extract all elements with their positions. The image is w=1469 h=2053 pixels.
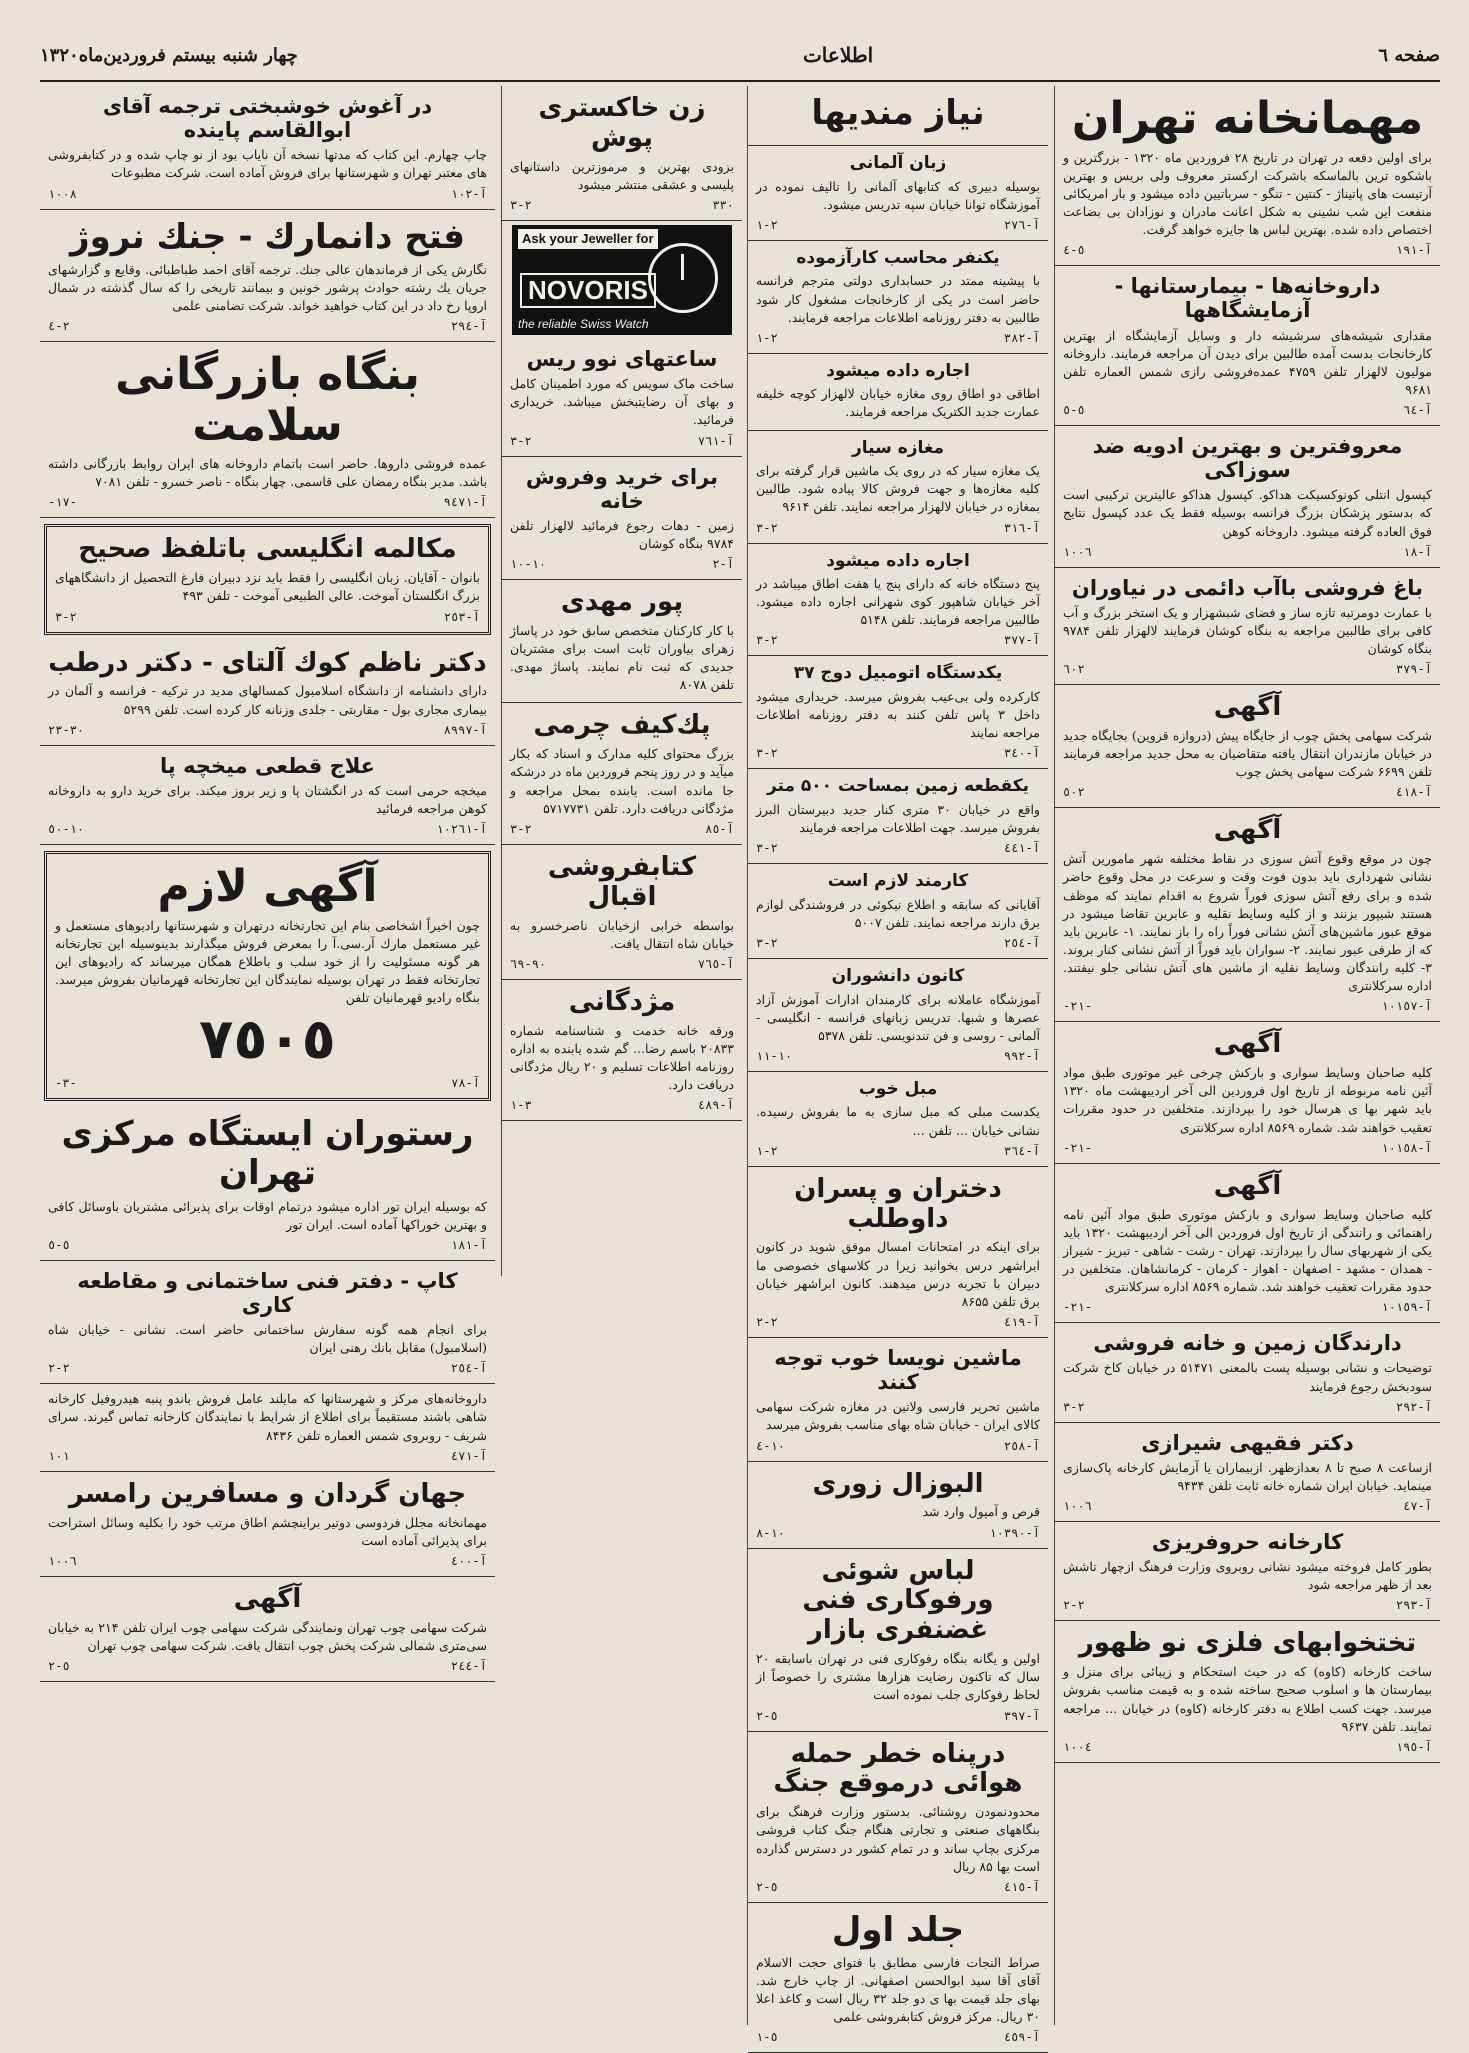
ad-body: چون اخیراً اشخاصی بنام این تجارتخانه درتهران و شهرستانها رادیوهای مستعمل و غیر مستعمل مارك آر.سی.آ را بمعرض فروش میگذارند بدینوسیله این تجارتخانه هر گونه مسئولیت را از خود سلب و باطلاع همگان میرساند که رادیوهای این تجارتخانه فقط در تهران بوسیله نمایندگان این تجارتخانه قهرمانیان بفروش میرسد. بنگاه رادیو قهرمانیان تلفن — [55, 917, 480, 1006]
ad-code-line — [756, 331, 1040, 345]
ad-headline: مبل خوب — [858, 1078, 938, 1099]
ad-headline: مغازه سیار — [851, 437, 945, 458]
ad-headline: تختخوابهای فلزی نو ظهور — [1078, 1628, 1417, 1659]
classified-ad — [1055, 1621, 1440, 1762]
ad-body: ساخت ماک سویس که مورد اطمینان کامل و بهای آن رضایتبخش میباشد. خریداری فرمائید. — [510, 376, 734, 428]
ad-headline: معروفترین و بهترین ادویه ضد سوزاکی — [1092, 434, 1403, 483]
ad-body: محدودنمودن روشنائی. بدستور وزارت فرهنگ برای بنگاههای صنعتی و تجارتی هنگام جنگ کتاب فروشی مرکزی بچاپ ساند و در تمام کشور در دسترس گذارده است بها ۸۵ ریال — [756, 1804, 1040, 1874]
ad-code-line — [1063, 403, 1432, 417]
ad-code: ٢-٣ — [756, 935, 778, 950]
ad-code: ٢-٣ — [1063, 1399, 1085, 1414]
ad-code-line — [756, 1315, 1040, 1329]
ad-headline: درپناه خطر حمله هوائی درموقع جنگ — [773, 1738, 1023, 1799]
ad-body: بطور کامل فروخته میشود نشانی روبروی وزارت فرهنگ ازچهار تاشش بعد از ظهر مراجعه شود — [1063, 1559, 1432, 1593]
ad-code-line — [48, 187, 487, 201]
ad-body: آقایانی که سابقه و اطلاع نیکوئی در فروشندگی لوازم برق دارند مراجعه نمایند. تلفن ۵۰۰۷ — [756, 896, 1040, 930]
ad-code: آ-٢٤٤ — [450, 1658, 487, 1673]
ad-body: کارکرده ولی بی‌عیب بفروش میرسد. خریداری میشود داخل ۳ پاس تلفن کنند به دفتر روزنامه اطلاعات مراجعه نمایند — [756, 689, 1040, 741]
classified-ad — [502, 86, 742, 221]
classified-ad — [1055, 1423, 1440, 1522]
ad-headline: دختران و پسران داوطلب — [794, 1173, 1002, 1234]
classified-ad — [1055, 426, 1440, 568]
column-1 — [1054, 86, 1440, 2025]
ad-code: ٢-١ — [756, 217, 778, 232]
ad-code: آ-٤١٩ — [1003, 1314, 1040, 1329]
ad-headline: آگهی — [1213, 1029, 1282, 1060]
ad-headline: کانون دانشوران — [831, 965, 965, 986]
classified-ad — [748, 959, 1048, 1072]
classified-ad — [748, 86, 1048, 146]
classified-ad — [748, 354, 1048, 431]
ad-code-line — [510, 434, 734, 448]
ad-code: ٢-٣ — [55, 609, 77, 624]
classified-ad — [1055, 568, 1440, 686]
ad-headline: یکدستگاه اتومبیل دوج ۳۷ — [793, 663, 1003, 684]
ad-code-line — [756, 746, 1040, 760]
ad-code: آ-٤٨٩ — [697, 1098, 734, 1113]
ad-headline: کتابفروشی اقبال — [547, 851, 697, 912]
ad-body: بواسطه خرابی ازخیابان ناصرخسرو به خیابان شاه انتقال یافت. — [510, 917, 734, 951]
ad-code: آ-٧٨ — [451, 1076, 480, 1091]
classified-ad — [748, 1462, 1048, 1549]
ad-body: برای اینکه در امتحانات امسال موفق شوید در کانون ابراشهر درس بخوانید زیرا در کلاسهای خصوصی ما دبیران با تجربه درس میدهند. کانون ابراشهر خیابان برق تلفن ۸۶۵۵ — [756, 1239, 1040, 1309]
ad-code: ٥-٥ — [1063, 403, 1085, 417]
page-number: صفحه ٦ — [1378, 44, 1440, 66]
ad-code-line — [1063, 999, 1432, 1013]
ad-code: ١٠٠٦ — [1063, 544, 1092, 559]
ad-headline: برای خرید وفروش خانه — [525, 464, 719, 513]
ad-code: ١٠-١١ — [756, 1048, 793, 1063]
ad-phone-number: ٧٥٠٥ — [199, 1007, 336, 1073]
ad-body: بزودی بهترین و مرموزترین داستانهای پلیسی و عشقی منتشر میشود — [510, 158, 734, 192]
ad-code: آ-٤٧١ — [450, 1448, 487, 1463]
ad-body: صراط النجات فارسی مطابق با فتوای حجت الاسلام آقای آقا سید ابوالحسن اصفهانی. از چاپ خارج شد. بهای جلد قیمت بها ی دو جلد ۳۲ ریال است و کاغذ اعلا ۳۰ ریال. مرکز فروش کتابفروشی علمی — [756, 1954, 1040, 2025]
ad-headline: فتح دانمارك - جنك نروژ — [70, 216, 465, 257]
classified-ad — [748, 1732, 1048, 1903]
ad-headline: علاج قطعی میخچه پا — [159, 753, 375, 778]
column-3 — [501, 86, 742, 1276]
ad-code-line — [55, 1076, 480, 1090]
ad-code: ١٠-١٠ — [510, 557, 547, 572]
ad-headline: زن خاکستری پوش — [538, 93, 706, 153]
ad-code-line — [510, 957, 734, 971]
classified-ad — [748, 656, 1048, 769]
ad-code: -٢١- — [1063, 1300, 1092, 1315]
ad-body: چون در موقع وقوع آتش سوزی در نقاط مختلفه شهر مامورین آتش نشانی شهرداری باید بدون فوت وقت و سرعت در محل وقوع حاضر شده و برای رفع آتش سوزی فوراً شروع به اقدام نمایند که موظف هستند شیپور بزنند و از کلیه وسایط نقلیه و عابرین تقاضا میشود در موقع عبور ماشین‌های آتش نشانی فوراً راه را باز نمایند. ۱- عابرین باید که از طرفی عبور نمایند. ۲- سواران باید فوراً از آتش نشانی کنار بروند. ۳- کلیه رانندگان وسایط نقلیه از ماشین های آتش نشانی جلو نیفتند. اداره سرکلانتری — [1063, 851, 1432, 994]
ad-headline: آگهی — [1213, 692, 1282, 723]
ad-body: ورقه خانه خدمت و شناسنامه شماره ۲۰۸۳۳ باسم رضا... گم شده یابنده به اداره روزنامه اطلاعات تسلیم و ۲۰ ریال مژدگانی دریافت دارد. — [510, 1022, 735, 1093]
ad-headline: دکتر فقیهی شیرازی — [1141, 1430, 1354, 1455]
ad-code: ٩٠-٦٩ — [510, 956, 547, 971]
watch-dial-icon — [648, 243, 718, 313]
ad-body: زمین - دهات رجوع فرمائید لالهزار تلفن ۹۷۸۴ بنگاه کوشان — [510, 517, 734, 551]
ad-body: با کار کارکنان متخصص سابق خود در پاساژ زهرای بیاوران ثابت است برای مشتریان جدیدی که ثبت نام نمایند. پاساژ مهدی. تلفن ۸۰۷۸ — [510, 622, 734, 693]
ad-headline: دارندگان زمین و خانه فروشی — [1093, 1331, 1402, 1356]
ad-code-line — [756, 1880, 1040, 1894]
ad-code: ١٠-٤ — [756, 1438, 785, 1453]
ad-headline: ساعتهای نوو ریس — [526, 347, 718, 372]
ad-body: مهمانخانه مجلل فردوسی دوتیر براینچشم اطاق مرتب خود را بکلیه وسائل استراحت برای پذیرائی آماده است — [48, 1514, 487, 1548]
ad-code-line — [55, 610, 480, 624]
ad-body: برای انجام همه گونه سفارش ساختمانی حاضر است. نشانی - خیابان شاه (اسلامبول) مقابل بانك رهنی ایران — [48, 1322, 487, 1356]
ad-body: بانوان - آقایان. زبان انگلیسی را فقط باید نزد دبیران فارغ التحصیل از دانشگاههای بزرگ انگلستان آموخت. عالی الطبیعی آموخت - تلفن ۴۹۳ — [55, 570, 480, 604]
ad-code: آ-٢٥٣ — [443, 609, 480, 624]
ad-body: مقداری شیشه‌های سرشیشه دار و وسایل آزمایشگاه از بهترین کارخانجات بدست آمده طالبین برای دیدن آن مراجعه فرمایند. داروخانه مولیون لالهزار تلفن ۴۷۵۹ عمده‌فروشی رازی شمس العماره تلفن ۹۶۸۱ — [1063, 327, 1432, 397]
ad-code: ١٠١ — [48, 1448, 70, 1463]
ad-body: قرص و آمپول وارد شد — [922, 1504, 1040, 1520]
ad-code: ٥-٢ — [48, 1658, 70, 1673]
newspaper-page — [40, 30, 1440, 2045]
ad-code: -٢١- — [1063, 1140, 1092, 1155]
ad-code: آ-٨٥ — [705, 821, 734, 836]
ad-code-line — [1063, 1141, 1432, 1155]
ad-code-line — [1063, 1499, 1432, 1513]
ad-body: شرکت سهامی چوب تهران ونمایندگی شرکت سهامی چوب ایران تلفن ۲۱۴ به خیابان سی‌متری شمالی شرکت پخش چوب انتقال یافت. شرکت سهامی چوب تهران — [48, 1619, 487, 1653]
ad-body: ماشین تحریر فارسی ولاتین در مغازه شرکت سهامی کالای ایران - خیابان شاه بهای مناسب بفروش میرسد — [756, 1399, 1040, 1433]
ad-code-line — [756, 936, 1040, 950]
ad-code-line — [756, 1439, 1040, 1453]
classified-ad — [748, 146, 1048, 241]
ad-body: عمده فروشی داروها. حاضر است باتمام داروخانه های ایران روابط بازرگانی داشته باشد. مدیر بنگاه رمضان علی قاسمی. چهار بنگاه - ناصر خسرو - تلفن ۷۰۸۱ — [48, 456, 487, 490]
ad-body: که بوسیله ایران تور اداره میشود درتمام اوقات برای پذیرائی مشتریان باوسائل کافی و بهترین خوراکها آماده است. ایران تور — [48, 1198, 487, 1232]
ad-code: آ-١٠١٥٨ — [1381, 1140, 1432, 1155]
ad-body: برای اولین دفعه در تهران در تاریخ ۲۸ فروردین ماه ۱۳۲۰ - بزرگترین و باشکوه ترین بالماسکه باشرکت ارکستر معروف ولی بریس و بهترین آرتیست های پاتیناژ - کنتین - تنگو - سرباتیین داده میشود و بار امریکائی منفعت این شب نشینی به شکل اعانت مادران و نوزادان بی بضاعت اختصاص داده شده. بهترین لباس ها جایزه خواهد گرفت. — [1063, 149, 1432, 238]
ad-code: ٢-٣ — [756, 841, 778, 856]
classified-ad — [502, 457, 742, 581]
classified-ad — [748, 1549, 1048, 1732]
ad-code: آ-٤٥٩ — [1003, 2030, 1040, 2045]
classified-ad — [40, 1261, 495, 1385]
ad-body: بزرگ محتوای کلیه مدارک و اسناد که بکار میآید و در روز پنجم فروردین ماه در درشکه جا مانده است. یابنده بمحل مراجعه و مژدگانی دریافت دارد. تلفن ۵۷۱۷۷۳۱ — [510, 746, 734, 816]
ad-body: آموزشگاه عاملانه برای کارمندان ادارات آموزش آزاد عصرها و شبها. تدریس زبانهای فرانسه - انگلیسی - آلمانی - روسی و فن تندنویسی. تلفن ۵۳۷۸ — [756, 991, 1040, 1043]
classified-ad — [502, 980, 742, 1121]
ad-code: آ-٨٩٩٧ — [443, 722, 487, 737]
ad-headline: کارخانه حروفریزی — [1151, 1530, 1344, 1555]
ad-code-line — [756, 1709, 1040, 1723]
ad-code: آ-٣٦٤ — [1003, 1143, 1040, 1158]
classified-ad — [40, 342, 495, 518]
ad-headline: مهمانخانه تهران — [1071, 93, 1424, 144]
ad-body: با عمارت دومرتبه تازه ساز و فضای شبشهزار و یک استخر بزرگ و آب کافی برای طالبین مراجعه به بنگاه کوشان فرمایند لالهزار تلفن ۹۷۸۴ بنگاه کوشان — [1063, 604, 1432, 657]
classified-ad — [748, 431, 1048, 544]
classified-ad — [40, 746, 495, 845]
classified-ad — [1055, 685, 1440, 808]
classified-ad — [1055, 1022, 1440, 1163]
classified-ad — [748, 1903, 1048, 2053]
ad-code: آ-٣٩٧ — [1003, 1708, 1040, 1723]
ad-body: واقع در خیابان ۳۰ متری کنار جدید دبیرستان البرز بفروش میرسد. جهت اطلاعات مراجعه فرمایند — [756, 801, 1040, 836]
classified-ad — [40, 86, 495, 210]
ad-body: شرکت سهامی پخش چوب از جایگاه پیش (دروازه قزوین) بجایگاه جدید در خیابان مازندران انتقال یافته متقاضیان به محل جدید مراجعه فرمایند تلفن ۶۶۹۹ شرکت سهامی پخش چوب — [1063, 728, 1432, 780]
ad-headline: یکنفر محاسب کارآزموده — [796, 247, 1000, 268]
ad-code-line — [510, 198, 734, 212]
ad-code: آ-٣١٦ — [1003, 520, 1040, 535]
ad-code: آ-٣٨٢ — [1003, 330, 1040, 345]
ad-body: ازساعت ۸ صبح تا ۸ بعدازظهر. ازبیماران یا آزمایش کارخانه پاک‌سازی مینماید. خیابان ایران شماره خانه ثابت تلفن ۹۴۳۴ — [1063, 1459, 1432, 1493]
ad-headline: در آغوش خوشبختی ترجمه آقای ابوالقاسم پاینده — [102, 94, 433, 143]
classified-ad — [1055, 808, 1440, 1022]
ad-code: ٥-٢ — [756, 1879, 778, 1894]
ad-code: ٢-٣ — [756, 520, 778, 535]
ad-code-line — [510, 1098, 734, 1112]
ad-body: کلیه صاحبان وسایط سواری و بارکش موتوری طبق مواد آئین نامه راهنمائی و رانندگی از تاریخ اول فروردین الی آخر اردیبهشت ۱۳۲۰ باید یکی از شهربهای سال را بپردازند. تهران - رشت - شاهی - تبریز - شیراز - همدان - مشهد - اصفهان - اهواز - کرمان - کرمانشاهان. متخلفین در حدود مقررات تعقیب خواهند شد. شماره ۸۵۶۹ اداره سرکلانتری — [1063, 1206, 1432, 1295]
ad-code: ٢-٣ — [510, 821, 532, 836]
ad-code: ٢-٣ — [510, 433, 532, 448]
ad-code: -٣- — [55, 1076, 77, 1091]
classified-ad — [40, 1577, 495, 1682]
ad-code: آ-١٠٢٦١ — [436, 822, 487, 837]
ad-body: ساخت کارخانه (کاوه) که در حیث استحکام و زیبائی برای منزل و بیمارستان ها و اسلوب صحیح ساخته شده و به قیمت مناسب بفروش میرسد. جهت کسب اطلاع به دفتر کارخانه (کاوه) در خیابان ... مراجعه نمایند. تلفن ۹۶۳۷ — [1063, 1664, 1432, 1734]
ad-code: ٢-٢ — [1063, 1598, 1085, 1613]
ad-code-line — [48, 495, 487, 509]
ad-headline: لباس شوئی ورفوکاری فنی غضنفری بازار — [802, 1555, 994, 1646]
ad-code-line — [756, 633, 1040, 647]
classified-ad — [40, 210, 495, 342]
ad-body: میخچه حرمی است که در انگشتان پا و زیر بروز میکند. برای خرید دارو به داروخانه کوهن مراجعه فرمائید — [48, 782, 487, 816]
ad-code: ٣٠-٢٣ — [48, 722, 85, 737]
ad-code: آ-١٨١ — [450, 1237, 487, 1252]
ad-code: آ-٢٥٨ — [1003, 1438, 1040, 1453]
ad-headline: آگهی — [1213, 815, 1282, 846]
ad-headline: کاپ - دفتر فنی ساختمانی و مقاطعه کاری — [77, 1268, 458, 1317]
ad-code: آ-٦٤ — [1403, 403, 1432, 417]
classified-ad — [748, 1072, 1048, 1167]
ad-code-line — [48, 1238, 487, 1252]
ad-code: ٢-٤ — [48, 319, 70, 333]
classified-ad — [40, 641, 495, 746]
ad-code: ٢-١ — [756, 1143, 778, 1158]
watch-brand: NOVORIS — [520, 273, 656, 308]
ad-headline: زبان آلمانی — [849, 153, 947, 174]
ad-body: اطاقی دو اطاق روی مغازه خیابان لالهزار کوچه خلیفه عمارت جدید الکتریک مراجعه فرمایند. — [756, 386, 1040, 420]
ad-body: یک مغازه سیار که در روی یک ماشین قرار گرفته برای کلیه مغازه‌ها و جهت فروش کالا پیاده شود. طالبین بمغازه در خیابان لالهزار مراجعه نمایند. تلفن ۹۶۱۴ — [756, 463, 1040, 515]
ad-code: ٢-٢ — [48, 1361, 70, 1376]
masthead — [40, 30, 1440, 82]
ad-code: آ-٤٤١ — [1003, 841, 1040, 856]
ad-code: آ-٤٧ — [1403, 1499, 1432, 1514]
ad-code: آ-٢٥٤ — [1003, 935, 1040, 950]
ad-headline: داروخانه‌ها - بیمارستانها - آزمایشگاهها — [1114, 274, 1381, 323]
ad-code: آ-٤١٨ — [1395, 785, 1432, 800]
classified-ad — [502, 339, 742, 457]
ad-code: ٦٠٢ — [1063, 662, 1085, 677]
classified-ad — [748, 769, 1048, 864]
ad-headline: نیاز مندیها — [811, 93, 985, 133]
classified-ad — [44, 851, 491, 1101]
classified-ad — [748, 241, 1048, 354]
ad-code-line — [510, 557, 734, 571]
classified-ad — [40, 1384, 495, 1471]
classified-ad — [1055, 1164, 1440, 1324]
ad-headline: مکالمه انگلیسی باتلفظ صحیح — [78, 534, 457, 565]
ad-headline: اجاره داده میشود — [826, 550, 970, 571]
ad-code: ٥٠٢ — [1063, 785, 1085, 800]
ad-code-line — [1063, 1598, 1432, 1612]
ad-body: بوسیله دبیری که کتابهای آلمانی را تالیف نموده در آموزشگاه توانا خیابان سپه تدریس میشود. — [756, 178, 1040, 212]
ad-headline: کارمند لازم است — [827, 871, 969, 892]
ad-code-line — [48, 319, 487, 333]
column-2 — [747, 86, 1048, 2045]
ad-body: دارای دانشنامه از دانشگاه اسلامبول کمسالهای مدید در ترکیه - فرانسه و آلمان در بیماری مجاری بول - مقاربتی - جلدی وزنانه کار کرده است. تلفن ۵۲۹۹ — [48, 683, 487, 717]
ad-code-line — [48, 1361, 487, 1375]
classified-ad — [40, 1107, 495, 1260]
ad-code: ٢-٣ — [756, 633, 778, 648]
ad-code-line — [48, 822, 487, 836]
ad-code: -١٧- — [48, 495, 77, 510]
ad-code: ٢-٣ — [510, 198, 532, 213]
ad-code: آ-٩٩٢ — [1003, 1048, 1040, 1063]
ad-code: آ-٤٠٠ — [450, 1553, 487, 1568]
ad-body: یکدست مبلی که مبل سازی به‌ ما بفروش رسیده. نشانی خیابان ... تلفن ... — [756, 1104, 1040, 1138]
classified-ad — [502, 845, 742, 980]
ad-code-line — [48, 1554, 487, 1568]
ad-code: ٢-٣ — [756, 746, 778, 761]
classified-ad — [748, 544, 1048, 657]
ad-code: آ-٣٧٧ — [1003, 633, 1040, 648]
ad-body: نگارش یکی از فرماندهان عالی جنك. ترجمه آقای احمد طباطبائی. وقایع و گزارشهای جریان یك رشته حوادث پرشور خونین و بیمانند تاریخی را که سال گذشته در شمال اروپا رخ داد در این کتاب خواهید خواند. شرکت تضامنی علمی — [48, 261, 487, 313]
ad-code-line — [756, 1049, 1040, 1063]
ad-code: آ-٢ — [712, 557, 734, 572]
ad-code: آ-٢٩٢ — [1395, 1399, 1432, 1414]
ad-code-line — [1063, 1300, 1432, 1314]
ad-code-line — [48, 1659, 487, 1673]
ad-code: آ-٩٤٧١ — [443, 495, 487, 510]
ad-headline: پك‌كیف چرمی — [533, 710, 711, 741]
paper-name: اطلاعات — [802, 43, 874, 67]
classified-ad — [748, 1167, 1048, 1338]
classified-ad — [40, 1472, 495, 1577]
ad-body: اولین و یگانه بنگاه رفوکاری فنی در تهران باسابقه ۲۰ سال که تاکنون رضایت هزارها مشتری را خصوصاً از لحاظ رفوکاری جلب نموده است — [756, 1651, 1040, 1703]
ad-body: کلیه صاحبان وسایط سواری و بارکش چرخی غیر موتوری طبق مواد آئین نامه مربوطه از تاریخ اول فروردین الی آخر اردیبهشت ماه ۱۳۲۰ باید شهر بها ی هرسال خود را بپردازند. متخلفین در حدود مقررات تعقیب خواهند شد. شماره ۸۵۶۹ اداره سرکلانتری — [1063, 1065, 1432, 1135]
classified-ad — [1055, 1323, 1440, 1422]
classified-ad — [44, 524, 491, 634]
ad-code: آ-٣٤٠ — [1003, 746, 1040, 761]
ad-code-line — [756, 841, 1040, 855]
classified-ad — [502, 703, 742, 844]
ad-headline: البوزال زوری — [812, 1468, 984, 1499]
ad-headline: اجاره داده میشود — [826, 360, 970, 381]
ad-headline: رستوران ایستگاه مرکزی تهران — [61, 1114, 474, 1194]
ad-code: ٣-١ — [510, 1098, 532, 1113]
ad-code-line — [756, 2030, 1040, 2044]
ad-headline: آگهی لازم — [157, 861, 378, 913]
ad-code-line — [510, 822, 734, 836]
ad-code: آ-٧٦١ — [697, 433, 734, 448]
ad-body: پنج دستگاه خانه که دارای پنج یا هفت اطاق میباشد در آخر خیابان شاهپور کوی شهرانی اجاره داده میشود. طالبین مراجعه فرمایند. تلفن ۵۱۴۸ — [756, 576, 1040, 628]
ad-headline: دکتر ناظم کوك آلتای - دکتر درطب — [48, 647, 487, 678]
ad-code: -٢١- — [1063, 999, 1092, 1014]
ad-code: آ-٤١٥ — [1003, 1879, 1040, 1894]
ad-body: با پیشینه ممتد در حسابداری دولتی مترجم فرانسه حاضر است در یکی از کارخانجات مشغول کار شود طالبین به دفتر روزنامه اطلاعات مراجعه فرمایند. — [756, 273, 1040, 325]
ad-code: ٣٣٠ — [712, 198, 734, 213]
classified-ad — [748, 1338, 1048, 1462]
column-4 — [40, 86, 495, 2025]
ad-code-line — [756, 521, 1040, 535]
ad-code: آ-١٩١ — [1395, 243, 1432, 258]
ad-headline: آگهی — [233, 1583, 302, 1614]
ad-headline: پور مهدی — [560, 587, 684, 618]
ad-body: کپسول انتلی کونوکسیکت هداکو. کپسول هداکو عالیترین ترکیبی است که بدستور پزشکان بزرگ فرانسه بوسیله فقط یک عدد کپسول نتایج فوق العاده گرفته میشود. داروخانه کوهن — [1063, 487, 1432, 539]
ad-headline: بنگاه بازرگانی سلامت — [115, 349, 420, 451]
ad-headline: مژدگانی — [568, 986, 676, 1017]
ad-code: ١٠٠٦ — [1063, 1499, 1092, 1514]
ad-code: آ-١٠٣٩٠ — [989, 1525, 1040, 1540]
ad-headline: آگهی — [1213, 1170, 1282, 1201]
ad-code: ١٠-٨ — [756, 1525, 785, 1540]
ad-code-line — [1063, 662, 1432, 676]
ad-code-line — [1063, 785, 1432, 799]
ad-headline: جهان گردان و مسافرین رامسر — [68, 1478, 467, 1509]
issue-date: چهار شنبه بیستم فروردین‌ماه۱۳۲۰ — [40, 44, 298, 66]
ad-code-line — [1063, 545, 1432, 559]
ad-code-line — [756, 1526, 1040, 1540]
ad-headline: باغ فروشی باآب دائمی در نیاوران — [1071, 575, 1424, 600]
ad-code: آ-١٩٥ — [1395, 1739, 1432, 1754]
classified-ad — [1055, 1522, 1440, 1621]
watch-tagline: the reliable Swiss Watch — [518, 317, 649, 332]
ad-headline: ماشین نویسا خوب توجه کنند — [774, 1345, 1022, 1395]
classified-ad — [748, 864, 1048, 959]
ad-code: ١٠٠٦ — [48, 1553, 77, 1568]
ad-body: چاپ چهارم. این کتاب که مدتها نسخه آن نایاب بود از نو چاپ شده و در کتابفروشی های معتبر تهران و شهرستانها برای فروش آماده است. شرکت مطبوعات — [48, 147, 487, 181]
ad-code: ٥-٢ — [756, 1708, 778, 1723]
ad-code: آ-٢٥٤ — [450, 1361, 487, 1376]
ad-code: آ-١٠٢ — [450, 186, 487, 201]
ad-headline: جلد اول — [831, 1909, 965, 1950]
ad-code: آ-١٨ — [1403, 544, 1432, 559]
ad-code-line — [48, 723, 487, 737]
ad-code: آ-٧٦٥ — [697, 956, 734, 971]
classified-ad — [1055, 86, 1440, 266]
ad-body: داروخانه‌های مرکز و شهرستانها که مایلند عامل فروش باندو پنبه هیدروفیل کارخانه شاهی باشند مستقیماً برای اطلاع از شرایط با نمایندگان کارخانه تماس گیرند. سرای شریف - روبروی شمس العماره تلفن ۸۴۳۶ — [48, 1391, 487, 1443]
ad-code: ٢-١ — [756, 330, 778, 345]
ad-code: آ-٣٧٩ — [1395, 662, 1432, 677]
ad-code-line — [1063, 1400, 1432, 1414]
classified-ad — [502, 580, 742, 703]
ad-headline: یکقطعه زمین بمساحت ۵۰۰ متر — [766, 776, 1030, 797]
classified-ad — [1055, 266, 1440, 426]
ad-code: آ-١٠١٥٩ — [1381, 1300, 1432, 1315]
watch-ask-text: Ask your Jeweller for — [518, 229, 658, 249]
ad-code: آ-٢٩٤ — [450, 319, 487, 333]
ad-code: ١٠-٥٠ — [48, 822, 85, 837]
ad-code: ٥-٤ — [1063, 243, 1085, 258]
ad-body: توضیحات و نشانی بوسیله پست بالمعنی ۵۱۴۷۱ در خیابان کاخ شرکت سودبخش رجوع فرمایند — [1063, 1360, 1432, 1394]
ad-code: ١٠٠٤ — [1063, 1739, 1092, 1754]
ad-code-line — [756, 1144, 1040, 1158]
ad-code: آ-٢٧٦ — [1003, 217, 1040, 232]
watch-advert-image — [512, 225, 732, 335]
ad-code: ١٠٠٨ — [48, 186, 77, 201]
ad-code-line — [756, 218, 1040, 232]
ad-code-line — [48, 1449, 487, 1463]
ad-code: ٥-١ — [756, 2030, 778, 2045]
ad-code: آ-١٠١٥٧ — [1381, 999, 1432, 1014]
ad-code-line — [1063, 243, 1432, 257]
ad-code: آ-٢٩٣ — [1395, 1598, 1432, 1613]
ad-code-line — [1063, 1740, 1432, 1754]
ad-code: ٢-٢ — [756, 1314, 778, 1329]
ad-code: ٥-٥ — [48, 1237, 70, 1252]
